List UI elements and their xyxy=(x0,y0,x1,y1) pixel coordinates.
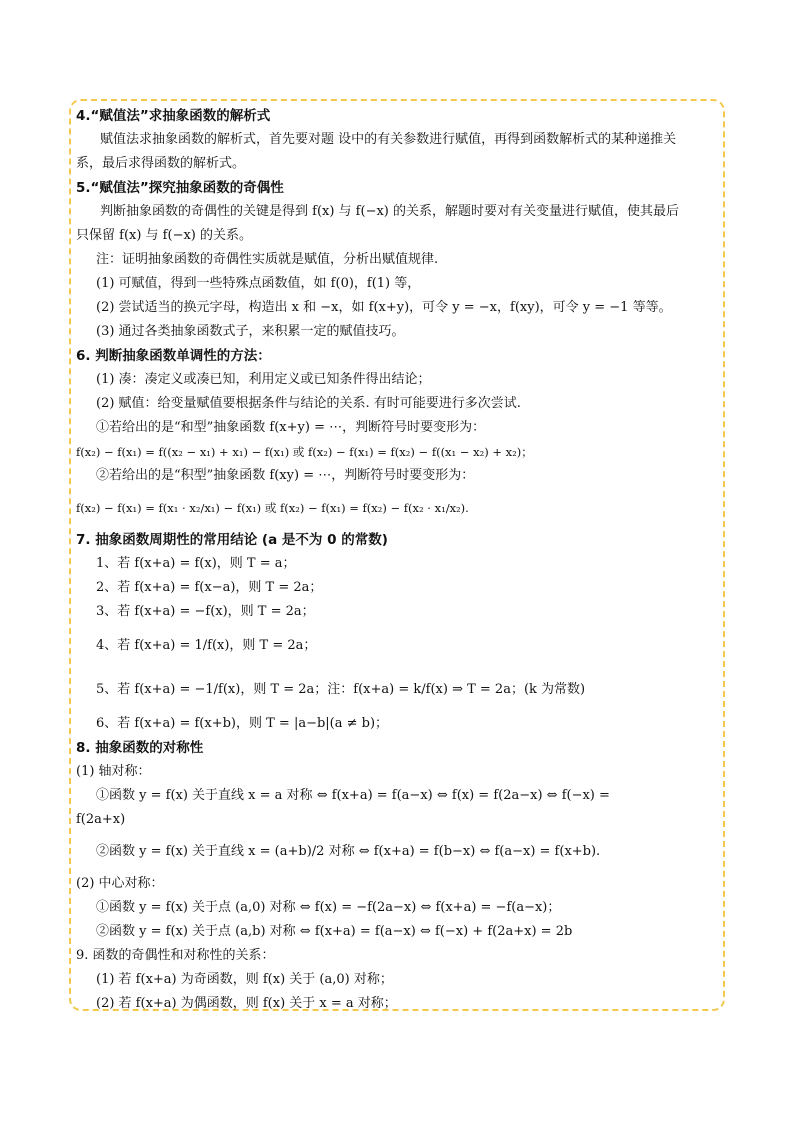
list-item: ②函数 y = f(x) 关于点 (a,b) 对称 ⇔ f(x+a) = f(a−x) ⇔ f(−x) + f(2a+x) = 2b xyxy=(96,924,573,939)
section-heading-6: 6. 判断抽象函数单调性的方法： xyxy=(76,348,271,364)
list-item: ①若给出的是“和型”抽象函数 f(x+y) = ⋯，判断符号时要变形为： xyxy=(96,420,486,435)
list-item: ②若给出的是“积型”抽象函数 f(xy) = ⋯，判断符号时要变形为： xyxy=(96,468,475,483)
list-item: 5、若 f(x+a) = −1/f(x)，则 T = 2a；注：f(x+a) = k/f(x) ⇒ T = 2a；(k 为常数) xyxy=(96,682,586,697)
paragraph-line: 判断抽象函数的奇偶性的关键是得到 f(x) 与 f(−x) 的关系，解题时要对有关变量进行赋值，使其最后 xyxy=(100,204,679,219)
section-heading-7: 7. 抽象函数周期性的常用结论 (a 是不为 0 的常数) xyxy=(76,532,388,548)
paragraph-line: 赋值法求抽象函数的解析式，首先要对题 设中的有关参数进行赋值，再得到函数解析式的某种递推关 xyxy=(100,132,677,147)
list-item: 3、若 f(x+a) = −f(x)，则 T = 2a； xyxy=(96,604,315,619)
list-item: 2、若 f(x+a) = f(x−a)，则 T = 2a； xyxy=(96,580,323,595)
list-item: ①函数 y = f(x) 关于直线 x = a 对称 ⇔ f(x+a) = f(a−x) ⇔ f(x) = f(2a−x) ⇔ f(−x) = xyxy=(96,788,610,803)
list-item: (2) 若 f(x+a) 为偶函数，则 f(x) 关于 x = a 对称； xyxy=(96,996,397,1011)
list-item: ①函数 y = f(x) 关于点 (a,0) 对称 ⇔ f(x) = −f(2a−x) ⇔ f(x+a) = −f(a−x)； xyxy=(96,900,561,915)
section-heading-4: 4.“赋值法”求抽象函数的解析式 xyxy=(76,108,271,124)
list-item: (3) 通过各类抽象函数式子，来积累一定的赋值技巧。 xyxy=(96,324,405,339)
section-heading-8: 8. 抽象函数的对称性 xyxy=(76,740,204,756)
paragraph-line: 系，最后求得函数的解析式。 xyxy=(76,156,246,171)
list-item: 1、若 f(x+a) = f(x)，则 T = a； xyxy=(96,556,296,571)
section-heading-9: 9. 函数的奇偶性和对称性的关系： xyxy=(76,948,275,963)
list-item: (1) 可赋值，得到一些特殊点函数值，如 f(0)，f(1) 等， xyxy=(96,276,421,291)
list-item: 4、若 f(x+a) = 1/f(x)，则 T = 2a； xyxy=(96,638,317,653)
paragraph-line: 只保留 f(x) 与 f(−x) 的关系。 xyxy=(76,228,252,243)
subheading: (2) 中心对称： xyxy=(76,876,164,891)
document-body xyxy=(72,104,722,1016)
formula-line: f(x₂) − f(x₁) = f(x₁ · x₂/x₁) − f(x₁) 或 f(x₂) − f(x₁) = f(x₂) − f(x₂ · x₁/x₂). xyxy=(76,501,469,515)
list-item: (1) 若 f(x+a) 为奇函数，则 f(x) 关于 (a,0) 对称； xyxy=(96,972,393,987)
list-item: 6、若 f(x+a) = f(x+b)，则 T = |a−b|(a ≠ b)； xyxy=(96,716,389,731)
note-line: 注：证明抽象函数的奇偶性实质就是赋值，分析出赋值规律. xyxy=(96,252,439,267)
formula-line: f(x₂) − f(x₁) = f((x₂ − x₁) + x₁) − f(x₁) 或 f(x₂) − f(x₁) = f(x₂) − f((x₁ − x₂) + x₂)； xyxy=(76,445,533,459)
subheading: (1) 轴对称： xyxy=(76,764,151,779)
list-item: (1) 凑：凑定义或凑已知，利用定义或已知条件得出结论； xyxy=(96,372,431,387)
list-item: ②函数 y = f(x) 关于直线 x = (a+b)/2 对称 ⇔ f(x+a) = f(b−x) ⇔ f(a−x) = f(x+b). xyxy=(96,844,601,859)
section-heading-5: 5.“赋值法”探究抽象函数的奇偶性 xyxy=(76,180,284,196)
list-item: (2) 尝试适当的换元字母，构造出 x 和 −x，如 f(x+y)，可令 y = −x，f(xy)，可令 y = −1 等等。 xyxy=(96,300,672,315)
paragraph-line: f(2a+x) xyxy=(76,812,126,827)
list-item: (2) 赋值：给变量赋值要根据条件与结论的关系. 有时可能要进行多次尝试. xyxy=(96,396,521,411)
